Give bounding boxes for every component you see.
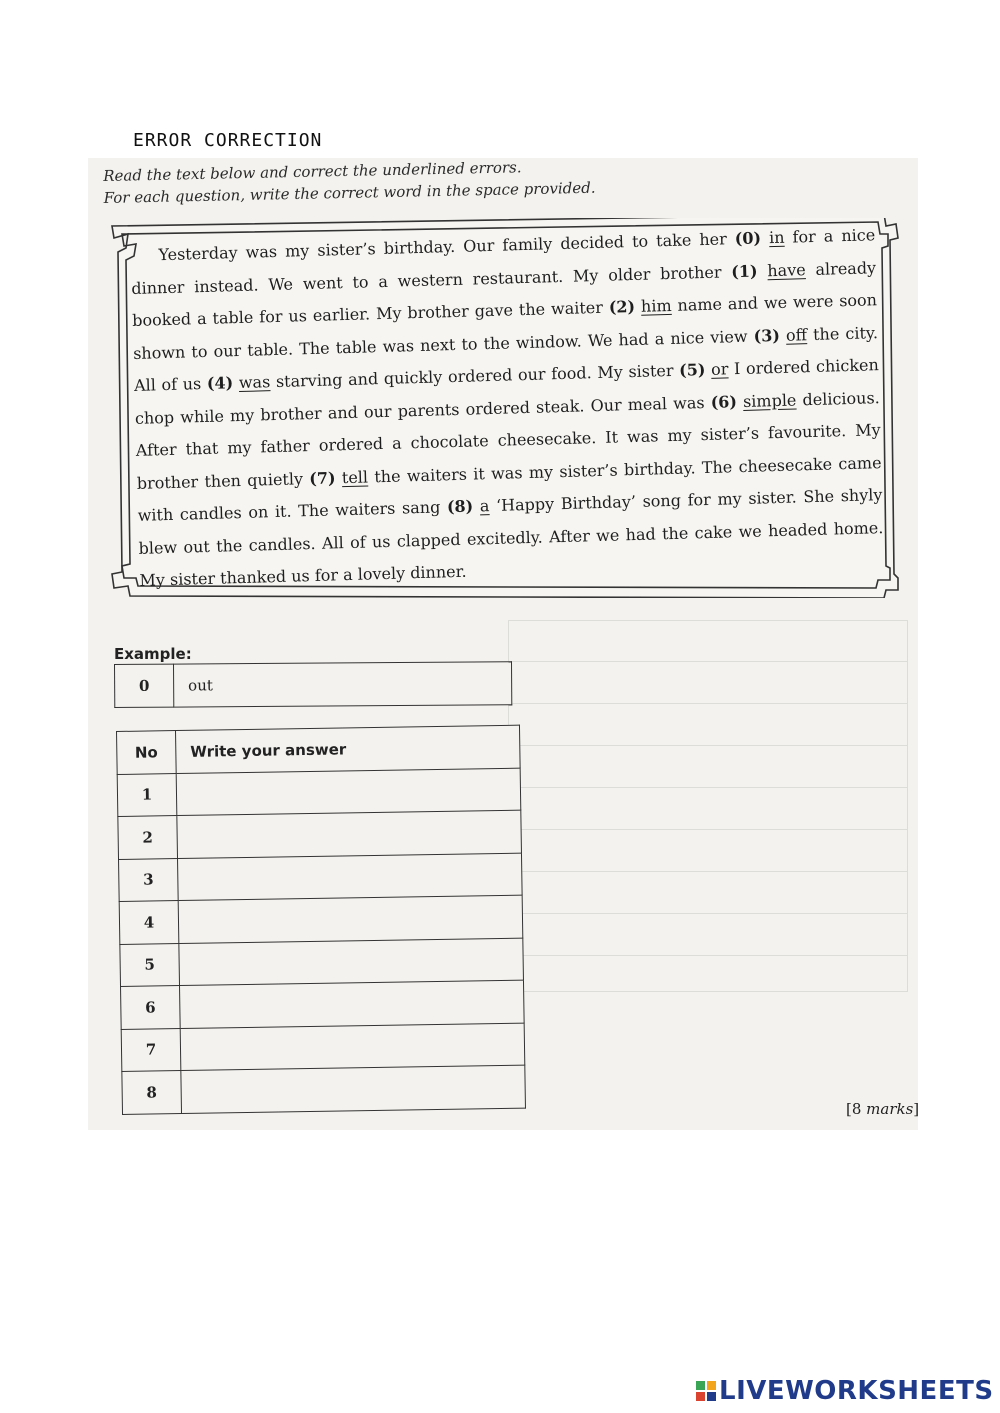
question-number-8: (8) xyxy=(446,496,474,517)
table-row xyxy=(121,1023,525,1072)
header-answer: Write your answer xyxy=(176,725,521,773)
logo-square xyxy=(696,1381,705,1390)
marks-label xyxy=(846,1100,919,1118)
answer-table xyxy=(116,725,526,1115)
answer-field-2[interactable] xyxy=(177,810,522,858)
example-number: 0 xyxy=(115,664,174,707)
underlined-error-3: off xyxy=(785,324,808,345)
question-number-1: (1) xyxy=(730,260,758,281)
instruction-line: Read the text below and correct the underlined errors. xyxy=(103,158,522,185)
bleed-row xyxy=(509,829,907,830)
instruction-line: For each question, write the correct word in the space provided. xyxy=(103,178,596,207)
logo-text: LIVEWORKSHEETS xyxy=(719,1376,994,1406)
page-title: ERROR CORRECTION xyxy=(133,130,323,151)
row-number: 3 xyxy=(119,858,179,901)
passage-segment: starving and quickly ordered our food. My sister xyxy=(270,360,680,392)
passage-segment: I ordered chicken chop while my brother and our parents ordered steak. Our meal was xyxy=(134,355,880,428)
liveworksheets-logo xyxy=(696,1376,994,1406)
marks-open: [8 xyxy=(846,1100,867,1118)
row-number: 7 xyxy=(121,1028,181,1071)
example-row xyxy=(115,662,512,708)
bleed-row xyxy=(509,871,907,872)
bleed-row xyxy=(509,745,907,746)
bleed-through-table xyxy=(508,620,908,992)
table-row xyxy=(121,980,525,1029)
row-number: 4 xyxy=(119,901,179,944)
bleed-row xyxy=(509,703,907,704)
underlined-error-4: was xyxy=(238,372,271,393)
table-row xyxy=(119,895,523,944)
logo-square xyxy=(707,1381,716,1390)
logo-square xyxy=(696,1392,705,1401)
row-number: 2 xyxy=(118,816,178,859)
answer-field-8[interactable] xyxy=(181,1065,526,1113)
passage-segment: the city. All of us xyxy=(133,322,879,395)
question-number-7: (7) xyxy=(308,467,336,488)
answer-table-header xyxy=(117,725,521,774)
header-no: No xyxy=(117,731,177,774)
example-label: Example: xyxy=(114,645,192,663)
marks-word: marks xyxy=(866,1100,914,1118)
passage-segment: delicious. After that my father ordered a chocolate cheesecake. It was my sister’s favourite. My brother then quietly xyxy=(135,387,881,493)
underlined-error-0: in xyxy=(768,227,785,248)
answer-field-1[interactable] xyxy=(176,768,521,816)
underlined-error-8: a xyxy=(479,496,490,516)
table-row xyxy=(117,768,521,817)
bleed-row xyxy=(509,955,907,956)
underlined-error-6: simple xyxy=(742,389,797,411)
bleed-row xyxy=(509,913,907,914)
row-number: 5 xyxy=(120,943,180,986)
marks-close: ] xyxy=(913,1100,920,1118)
question-number-0: (0) xyxy=(734,228,762,249)
question-number-5: (5) xyxy=(678,359,706,380)
underlined-error-5: or xyxy=(710,359,729,379)
passage-paragraph xyxy=(130,219,885,597)
underlined-error-2: him xyxy=(640,295,672,316)
row-number: 1 xyxy=(117,773,177,816)
answer-field-3[interactable] xyxy=(178,853,523,901)
table-row xyxy=(120,938,524,987)
passage-text xyxy=(130,219,885,597)
example-answer: out xyxy=(174,662,512,707)
table-row xyxy=(118,810,522,859)
table-row xyxy=(119,853,523,902)
answer-field-5[interactable] xyxy=(179,938,524,986)
passage-segment: the waiters it was my sister’s birthday. The cheesecake came with candles on it. The waiters sang xyxy=(137,452,882,525)
passage-segment: ‘Happy Birthday’ song for my sister. She shyly blew out the candles. All of us clapped excitedly. After we had the cake we headed home. My sister thanked us for a lovely dinner. xyxy=(138,485,884,590)
bleed-row xyxy=(509,787,907,788)
passage-segment: name and we were soon shown to our table. The table was next to the window. We had a nice view xyxy=(132,290,878,363)
underlined-error-7: tell xyxy=(341,466,369,487)
passage-segment: Yesterday was my sister’s birthday. Our family decided to take her xyxy=(158,229,736,265)
example-table xyxy=(114,661,512,708)
answer-field-6[interactable] xyxy=(180,980,525,1028)
logo-square xyxy=(707,1392,716,1401)
question-number-6: (6) xyxy=(710,391,738,412)
table-row xyxy=(122,1065,526,1114)
underlined-error-1: have xyxy=(767,259,806,280)
logo-mark-icon xyxy=(696,1381,716,1401)
answer-field-7[interactable] xyxy=(180,1023,525,1071)
bleed-row xyxy=(509,661,907,662)
question-number-3: (3) xyxy=(753,325,781,346)
row-number: 8 xyxy=(122,1071,182,1114)
answer-field-4[interactable] xyxy=(178,895,523,943)
question-number-2: (2) xyxy=(608,296,636,317)
row-number: 6 xyxy=(121,986,181,1029)
question-number-4: (4) xyxy=(206,373,234,393)
passage-segment: already booked a table for us earlier. My brother gave the waiter xyxy=(131,257,877,330)
passage-segment: for a nice dinner instead. We went to a western restaurant. My older brother xyxy=(131,225,876,298)
